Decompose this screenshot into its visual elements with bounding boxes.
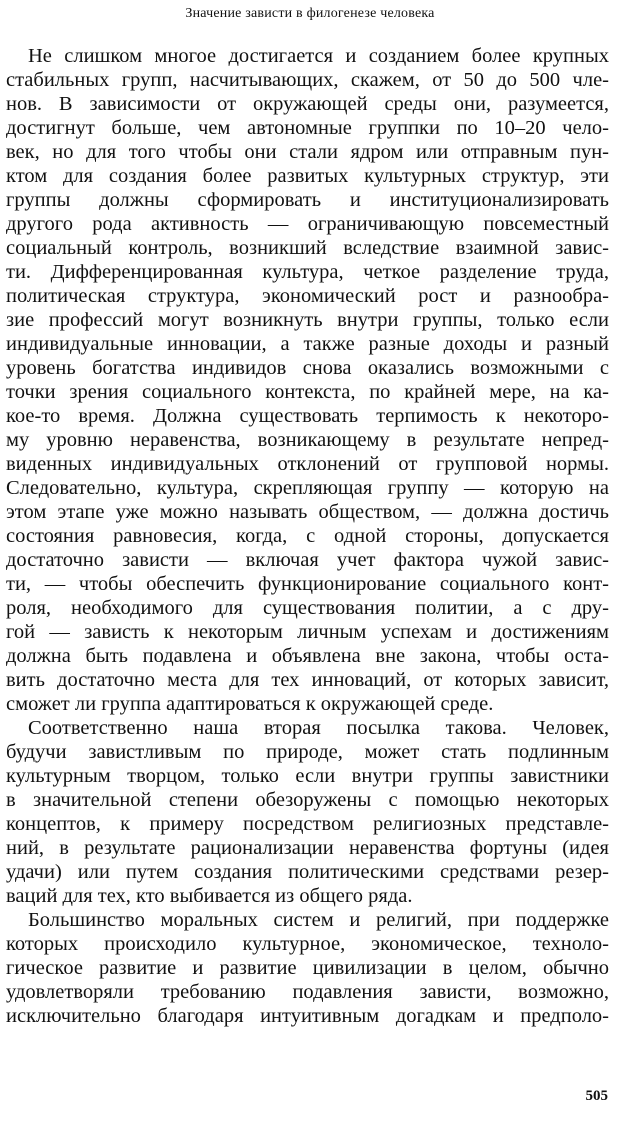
text-line: группы должны сформировать и институционализировать — [6, 189, 609, 211]
text-line: в значительной степени обезоружены с помощью некоторых — [6, 789, 609, 811]
page-number: 505 — [585, 1088, 608, 1104]
text-line: Не слишком многое достигается и созданием более крупных — [28, 45, 609, 67]
text-line: сможет ли группа адаптироваться к окружающей среде. — [6, 693, 494, 715]
text-line: вить достаточно места для тех инноваций, от которых зависит, — [6, 669, 609, 691]
text-line: ти, — чтобы обеспечить функционирование социального конт- — [6, 573, 609, 595]
text-line: точки зрения социального контекста, по крайней мере, на ка- — [6, 381, 609, 403]
text-line: другого рода активность — ограничивающую повсеместный — [6, 213, 609, 235]
text-line: удачи) или путем создания политическими средствами резер- — [6, 861, 609, 883]
text-line: состояния равновесия, когда, с одной стороны, допускается — [6, 525, 609, 547]
text-line: ний, в результате рационализации неравенства фортуны (идея — [6, 837, 609, 859]
text-line: достигнут больше, чем автономные группки по 10–20 чело- — [6, 117, 609, 139]
text-line: гическое развитие и развитие цивилизации в целом, обычно — [6, 957, 609, 979]
text-line: Большинство моральных систем и религий, при поддержке — [28, 909, 609, 931]
text-line: социальный контроль, возникший вследствие взаимной завис- — [6, 237, 609, 259]
text-line: индивидуальные инновации, а также разные доходы и разный — [6, 333, 609, 355]
text-line: ктом для создания более развитых культурных структур, эти — [6, 165, 609, 187]
text-line: Соответственно наша вторая посылка такова. Человек, — [28, 717, 609, 739]
text-line: уровень богатства индивидов снова оказались возможными с — [6, 357, 609, 379]
text-line: концептов, к примеру посредством религиозных представле- — [6, 813, 609, 835]
text-line: век, но для того чтобы они стали ядром или отправным пун- — [6, 141, 609, 163]
running-header: Значение зависти в филогенезе человека — [185, 6, 435, 21]
text-line: этом этапе уже можно называть обществом, — должна достичь — [6, 501, 609, 523]
text-line: стабильных групп, насчитывающих, скажем, от 50 до 500 чле- — [6, 69, 609, 91]
text-line: ваций для тех, кто выбивается из общего ряда. — [6, 885, 413, 907]
body-text — [6, 44, 609, 1028]
text-line: ти. Дифференцированная культура, четкое разделение труда, — [6, 261, 609, 283]
text-line: Следовательно, культура, скрепляющая группу — которую на — [6, 477, 609, 499]
text-line: кое-то время. Должна существовать терпимость к некоторо- — [6, 405, 609, 427]
text-line: исключительно благодаря интуитивным догадкам и предполо- — [6, 1005, 609, 1027]
text-line: виденных индивидуальных отклонений от групповой нормы. — [6, 453, 609, 475]
text-line: должна быть подавлена и объявлена вне закона, чтобы оста- — [6, 645, 609, 667]
text-line: гой — зависть к некоторым личным успехам и достижениям — [6, 621, 609, 643]
text-line: достаточно зависти — включая учет фактора чужой завис- — [6, 549, 609, 571]
text-line: роля, необходимого для существования политии, а с дру- — [6, 597, 609, 619]
paragraph — [6, 716, 609, 908]
paragraph — [6, 908, 609, 1028]
text-line: му уровню неравенства, возникающему в результате непред- — [6, 429, 609, 451]
text-line: нов. В зависимости от окружающей среды они, разумеется, — [6, 93, 609, 115]
text-line: зие профессий могут возникнуть внутри группы, только если — [6, 309, 609, 331]
paragraph — [6, 44, 609, 716]
text-line: культурным творцом, только если внутри группы завистники — [6, 765, 609, 787]
text-line: будучи завистливым по природе, может стать подлинным — [6, 741, 609, 763]
text-line: политическая структура, экономический рост и разнообра- — [6, 285, 609, 307]
text-line: которых происходило культурное, экономическое, техноло- — [6, 933, 609, 955]
text-line: удовлетворяли требованию подавления зависти, возможно, — [6, 981, 609, 1003]
